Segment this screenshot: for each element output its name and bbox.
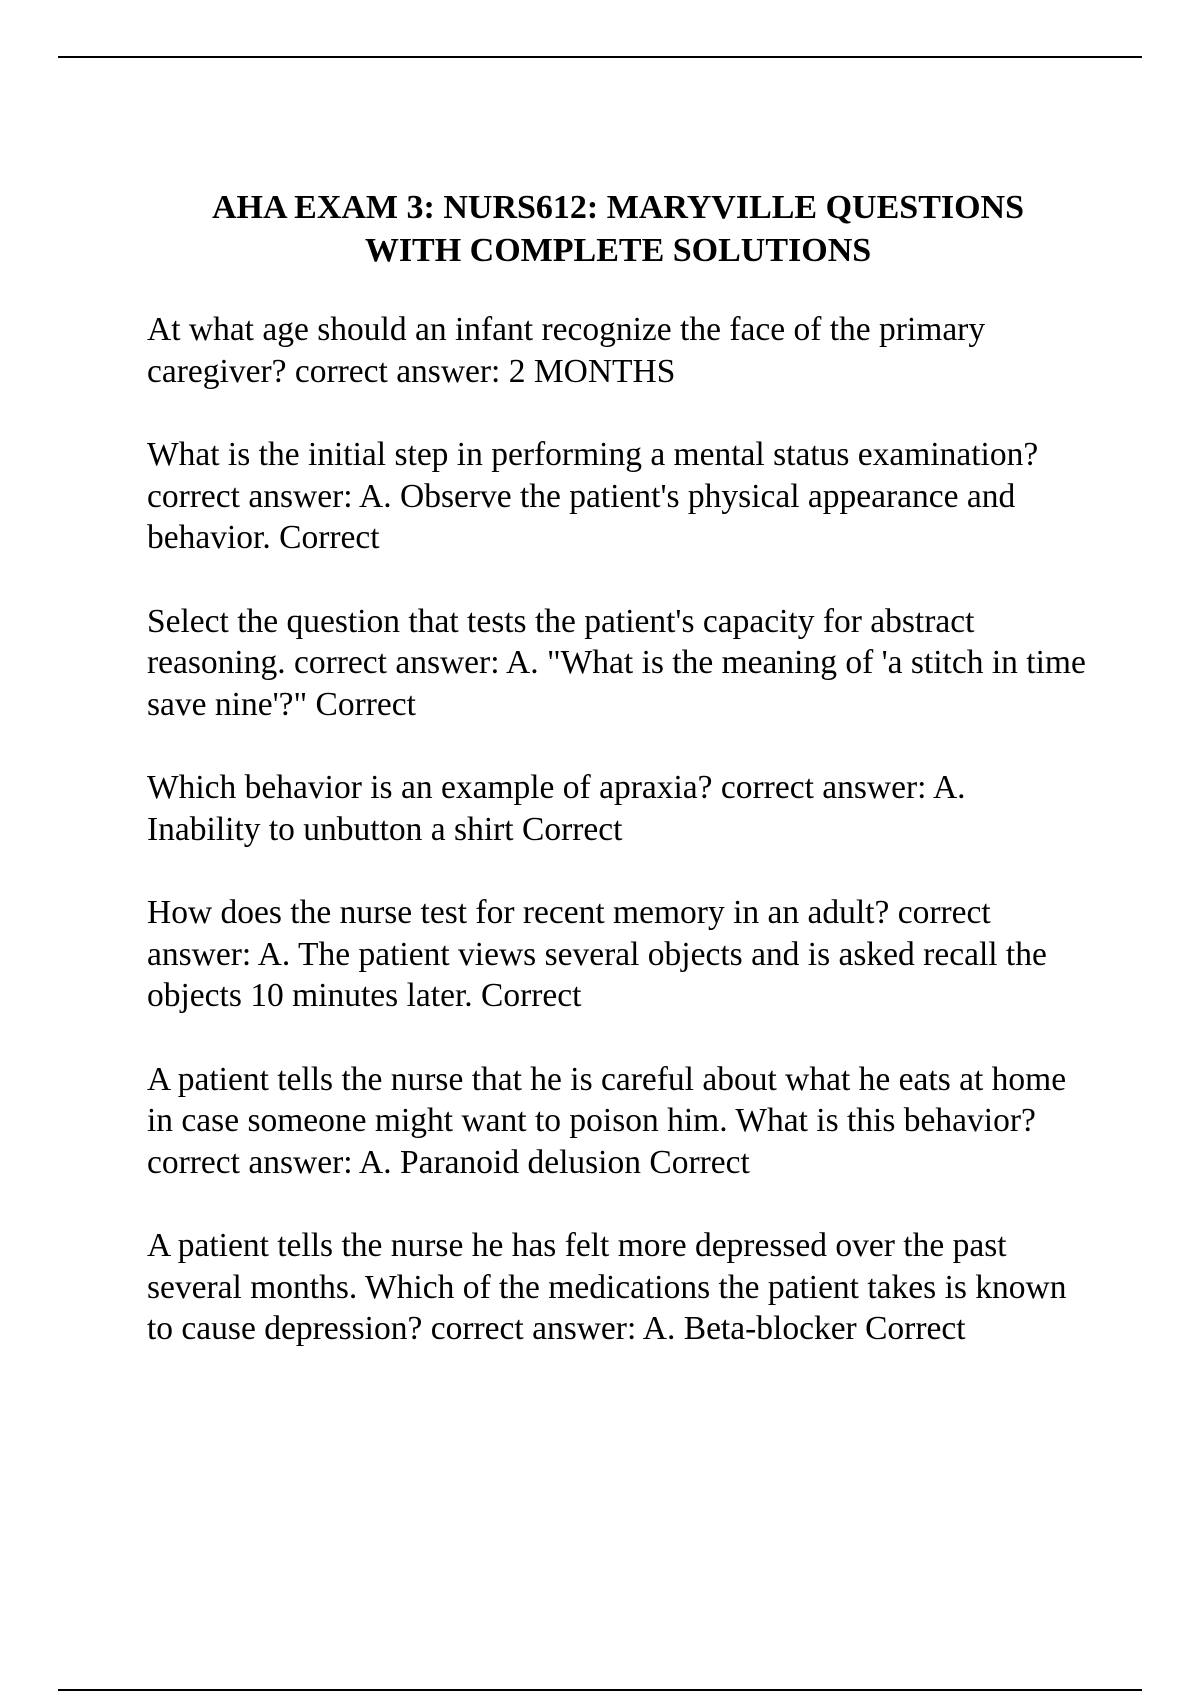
document-title: [147, 186, 1089, 272]
qa-item-7: A patient tells the nurse he has felt more depressed over the past several months. Which of the medications the patient takes is known to cause depression? correct answer: A. Beta-blocker Correct: [147, 1227, 1067, 1347]
top-rule: [58, 56, 1142, 58]
bottom-rule: [58, 1689, 1142, 1691]
title-line-1: AHA EXAM 3: NURS612: MARYVILLE QUESTIONS: [211, 189, 1025, 226]
qa-item-3: Select the question that tests the patient's capacity for abstract reasoning. correct answer: A. "What is the meaning of 'a stitch in time save nine'?" Correct: [147, 602, 1086, 723]
title-line-2: WITH COMPLETE SOLUTIONS: [364, 232, 872, 269]
qa-item-4: Which behavior is an example of apraxia? correct answer: A. Inability to unbutton a shirt Correct: [147, 769, 966, 848]
qa-item-5: How does the nurse test for recent memory in an adult? correct answer: A. The patient views several objects and is asked recall the objects 10 minutes later. Correct: [147, 894, 1047, 1014]
qa-item-2: What is the initial step in performing a mental status examination? correct answer: A. Observe the patient's physical appearance and behavior. Correct: [147, 436, 1039, 556]
document-body: [147, 186, 1087, 1392]
qa-item-6: A patient tells the nurse that he is careful about what he eats at home in case someone might want to poison him. What is this behavior? correct answer: A. Paranoid delusion Correct: [147, 1060, 1067, 1181]
qa-item-1: At what age should an infant recognize the face of the primary caregiver? correct answer: 2 MONTHS: [147, 311, 986, 390]
